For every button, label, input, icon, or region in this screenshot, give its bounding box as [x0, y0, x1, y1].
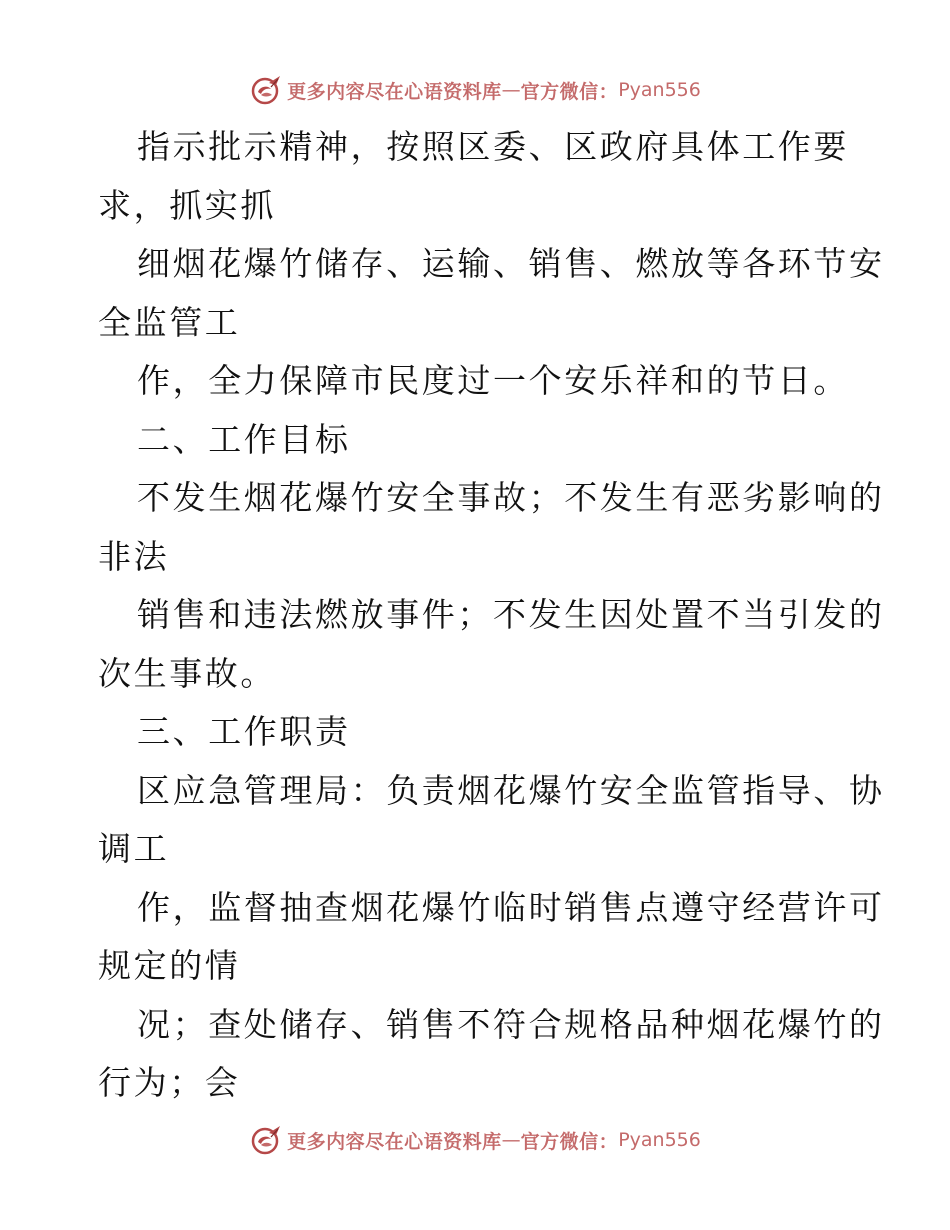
text-line: 况；查处储存、销售不符合规格品种烟花爆竹的	[137, 1005, 885, 1044]
text-line: 非法	[98, 537, 170, 576]
text-line: 次生事故。	[98, 654, 276, 693]
text-line: 作，监督抽查烟花爆竹临时销售点遵守经营许可	[137, 888, 885, 927]
watermark-account: Pyan556	[618, 79, 701, 101]
watermark-separator: —	[501, 79, 521, 101]
watermark-label: 官方微信：	[520, 80, 619, 103]
text-line: 行为；会	[98, 1063, 241, 1102]
text-line: 作，全力保障市民度过一个安乐祥和的节日。	[137, 361, 849, 400]
footer-watermark	[0, 1120, 950, 1160]
text-line: 求，抓实抓	[98, 186, 276, 225]
watermark-site-text: 更多内容尽在心语资料库	[287, 80, 502, 103]
watermark-label: 官方微信：	[520, 1130, 619, 1153]
text-line: 不发生烟花爆竹安全事故；不发生有恶劣影响的	[137, 478, 885, 517]
rose-quill-logo-icon	[249, 1123, 283, 1157]
text-line: 调工	[98, 829, 170, 868]
watermark-separator: —	[501, 1129, 521, 1151]
section-heading: 三、工作职责	[137, 712, 351, 751]
text-line: 指示批示精神，按照区委、区政府具体工作要	[137, 127, 849, 166]
text-line: 销售和违法燃放事件；不发生因处置不当引发的	[137, 595, 885, 634]
section-heading: 二、工作目标	[137, 420, 351, 459]
text-line: 全监管工	[98, 303, 241, 342]
text-line: 规定的情	[98, 946, 241, 985]
text-line: 细烟花爆竹储存、运输、销售、燃放等各环节安	[137, 244, 885, 283]
watermark-site-text: 更多内容尽在心语资料库	[287, 1130, 502, 1153]
watermark-account: Pyan556	[618, 1129, 701, 1151]
text-line: 区应急管理局：负责烟花爆竹安全监管指导、协	[137, 771, 885, 810]
